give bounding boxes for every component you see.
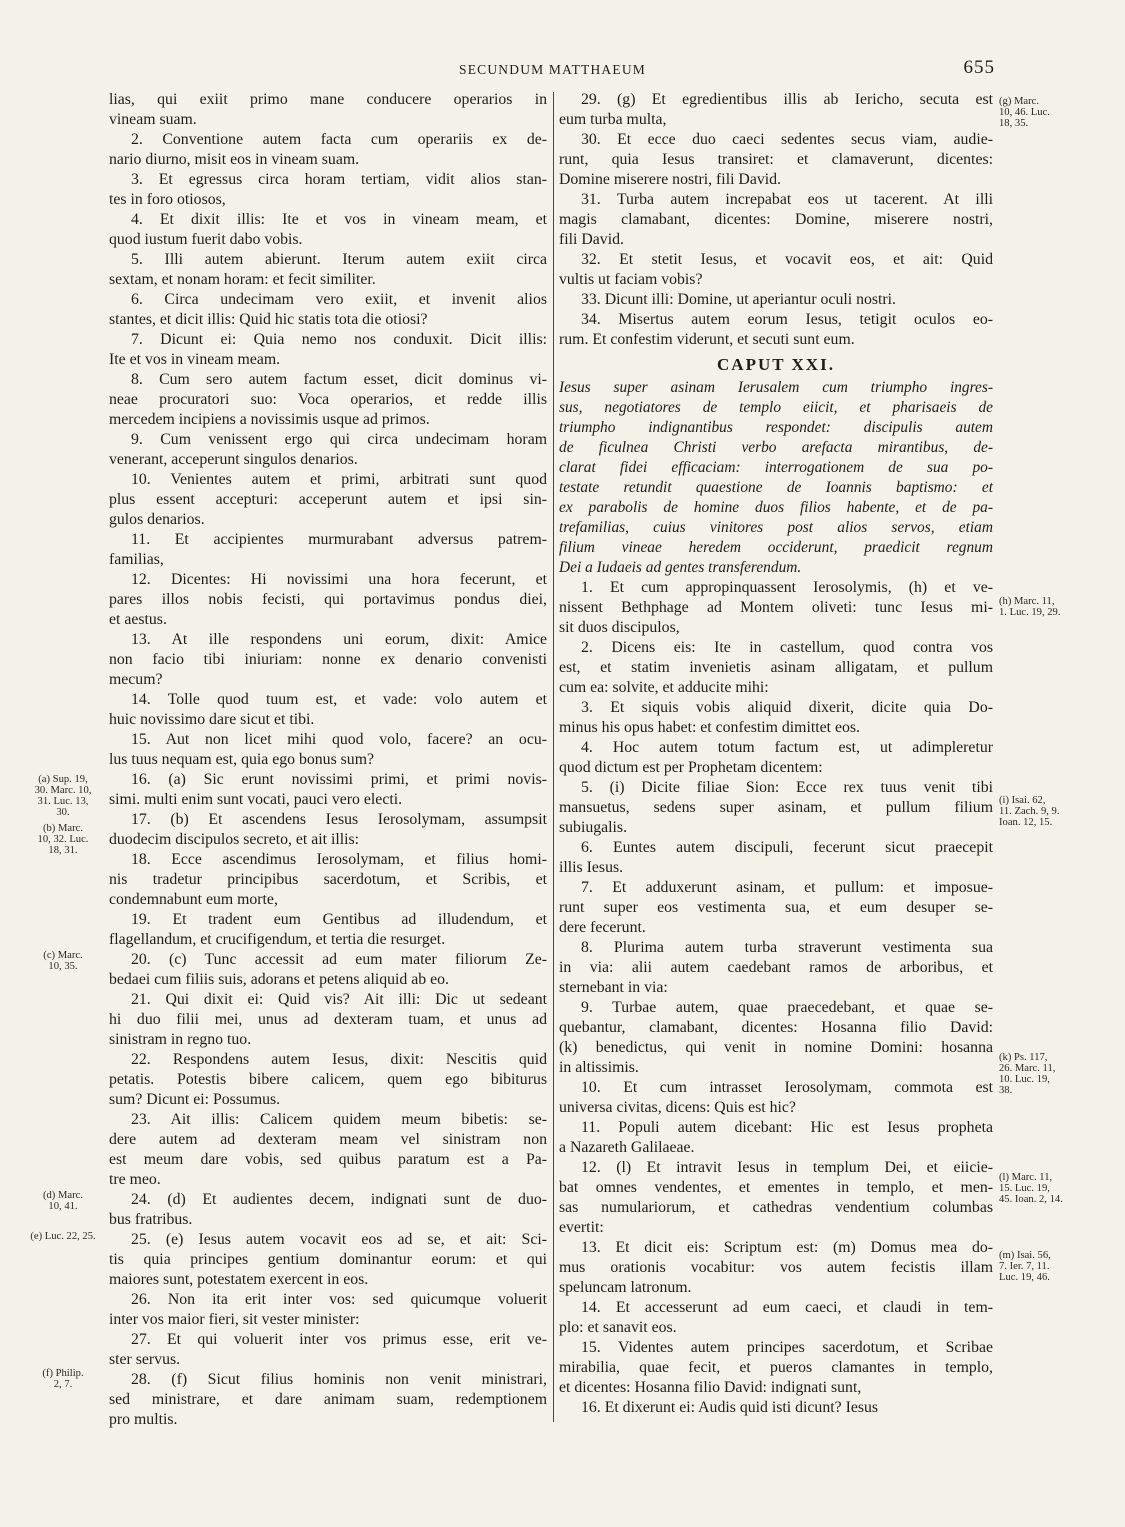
- summary-line: triumpho indignantibus respondet: discipulis autem: [559, 419, 993, 436]
- text-line: 11. Populi autem dicebant: Hic est Iesus propheta: [581, 1119, 993, 1136]
- text-line: 15. Videntes autem principes sacerdotum, et Scribae: [581, 1339, 993, 1356]
- text-line: subiugalis.: [559, 819, 628, 836]
- summary-line: Iesus super asinam Ierusalem cum triumpho ingres-: [559, 379, 993, 396]
- text-line: maiores sunt, potestatem exercent in eos.: [109, 1271, 369, 1288]
- text-line: (k) benedictus, qui venit in nomine Domini: hosanna: [559, 1039, 993, 1056]
- text-line: vultis ut faciam vobis?: [559, 271, 703, 288]
- text-line: 13. Et dicit eis: Scriptum est: (m) Domus mea do-: [581, 1239, 993, 1256]
- text-line: pares illos nobis fecisti, qui portavimus pondus diei,: [109, 591, 547, 608]
- summary-line: filium vineae heredem occiderunt, praedicit regnum: [559, 539, 993, 556]
- margin-note-line: 38.: [999, 1085, 1013, 1096]
- margin-note-line: (e) Luc. 22, 25.: [30, 1231, 96, 1242]
- text-line: 31. Turba autem increpabat eos ut tacerent. At illi: [581, 191, 993, 208]
- text-line: 32. Et stetit Iesus, et vocavit eos, et ait: Quid: [581, 251, 993, 268]
- margin-note-c: [20, 950, 106, 972]
- text-line: 8. Plurima autem turba straverunt vestimenta sua: [581, 939, 993, 956]
- summary-line: ex parabolis de homine duos filios habente, et de pa-: [559, 499, 993, 516]
- text-line: 25. (e) Iesus autem vocavit eos ad se, et ait: Sci-: [131, 1231, 547, 1248]
- text-line: et aestus.: [109, 611, 167, 628]
- margin-note-f: [20, 1368, 106, 1390]
- text-line: stantes, et dicit illis: Quid hic statis tota die otiosi?: [109, 311, 428, 328]
- text-line: 2. Dicens eis: Ite in castellum, quod contra vos: [581, 639, 993, 656]
- margin-note-line: 1. Luc. 19, 29.: [999, 607, 1061, 618]
- margin-note-k: [999, 1052, 1081, 1096]
- text-line: 14. Et accesserunt ad eum caeci, et claudi in tem-: [581, 1299, 993, 1316]
- margin-note-m: [999, 1250, 1081, 1283]
- margin-note-line: 30.: [56, 807, 70, 818]
- margin-note-line: 10, 46. Luc.: [999, 107, 1050, 118]
- summary-line: de ficulnea Christi verbo arefacta mirantibus, de-: [559, 439, 993, 456]
- text-line: speluncam latronum.: [559, 1279, 692, 1296]
- text-line: familias,: [109, 551, 164, 568]
- text-line: 19. Et tradent eum Gentibus ad illudendum, et: [131, 911, 547, 928]
- text-line: est, et statim invenietis asinam alligatam, et pullum: [559, 659, 993, 676]
- margin-note-line: (g) Marc.: [999, 96, 1040, 107]
- margin-note-line: (m) Isai. 56,: [999, 1250, 1051, 1261]
- text-line: sinistram in regno tuo.: [109, 1031, 252, 1048]
- text-line: bedaei cum filiis suis, adorans et petens aliquid ab eo.: [109, 971, 449, 988]
- column-divider: [553, 92, 554, 1422]
- text-line: 16. Et dixerunt ei: Audis quid isti dicunt? Iesus: [581, 1399, 879, 1416]
- text-line: 15. Aut non licet mihi quod volo, facere? an ocu-: [131, 731, 547, 748]
- text-line: 9. Turbae autem, quae praecedebant, et quae se-: [581, 999, 993, 1016]
- margin-note-line: Ioan. 12, 15.: [999, 817, 1053, 828]
- text-line: condemnabunt eum morte,: [109, 891, 278, 908]
- text-line: evertit:: [559, 1219, 604, 1236]
- text-line: neae procuratori suo: Voca operarios, et redde illis: [109, 391, 547, 408]
- text-line: 18. Ecce ascendimus Ierosolymam, et filius homi-: [131, 851, 547, 868]
- text-line: 3. Et egressus circa horam tertiam, vidit alios stan-: [131, 171, 547, 188]
- text-line: et dicentes: Hosanna filio David: indignati sunt,: [559, 1379, 862, 1396]
- text-line: flagellandum, et crucifigendum, et tertia die resurget.: [109, 931, 446, 948]
- margin-note-g: [999, 96, 1081, 129]
- margin-note-line: 15. Luc. 19,: [999, 1183, 1050, 1194]
- text-line: eum turba multa,: [559, 111, 667, 128]
- text-line: 24. (d) Et audientes decem, indignati sunt de duo-: [131, 1191, 547, 1208]
- text-line: mirabilia, quae fecit, et pueros clamantes in templo,: [559, 1359, 993, 1376]
- summary-line: clarat fidei efficaciam: interrogationem de sua po-: [559, 459, 993, 476]
- text-line: cum ea: solvite, et adducite mihi:: [559, 679, 769, 696]
- summary-line: sus, negotiatores de templo eiicit, et pharisaeis de: [559, 399, 993, 416]
- margin-note-line: 11. Zach. 9, 9.: [999, 806, 1060, 817]
- text-line: 4. Hoc autem totum factum est, ut adimpleretur: [581, 739, 993, 756]
- chapter-heading: CAPUT XXI.: [717, 355, 835, 374]
- margin-note-a: [20, 774, 106, 818]
- text-line: 6. Euntes autem discipuli, fecerunt sicut praecepit: [581, 839, 993, 856]
- text-line: nario diurno, misit eos in vineam suam.: [109, 151, 360, 168]
- text-line: 9. Cum venissent ergo qui circa undecimam horam: [131, 431, 547, 448]
- margin-note-line: (a) Sup. 19,: [38, 774, 88, 785]
- text-line: 16. (a) Sic erunt novissimi primi, et primi novis-: [131, 771, 547, 788]
- text-line: 10. Et cum intrasset Ierosolymam, commota est: [581, 1079, 993, 1096]
- margin-note-line: 2, 7.: [53, 1379, 73, 1390]
- text-line: hi duo filii mei, unus ad dexteram tuam, et unus ad: [109, 1011, 547, 1028]
- text-line: Domine miserere nostri, fili David.: [559, 171, 781, 188]
- text-line: duodecim discipulos secreto, et ait illis:: [109, 831, 360, 848]
- text-line: 6. Circa undecimam vero exiit, et invenit alios: [131, 291, 547, 308]
- margin-note-i: [999, 795, 1081, 828]
- right-column-bottom-text: [559, 578, 993, 1418]
- text-line: lus tuus nequam est, quia ego bonus sum?: [109, 751, 375, 768]
- summary-line: Dei a Iudaeis ad gentes transferendum.: [559, 559, 802, 576]
- margin-note-line: 18, 31.: [48, 845, 78, 856]
- text-line: 10. Venientes autem et primi, arbitrati sunt quod: [131, 471, 547, 488]
- text-line: runt, quia Iesus transiret: et clamaverunt, dicentes:: [559, 151, 993, 168]
- text-line: 5. Illi autem abierunt. Iterum autem exiit circa: [131, 251, 547, 268]
- text-line: 7. Et adduxerunt asinam, et pullum: et imposue-: [581, 879, 993, 896]
- text-line: petatis. Potestis bibere calicem, quem ego bibiturus: [109, 1071, 547, 1088]
- margin-note-line: 18, 35.: [999, 118, 1029, 129]
- text-line: 21. Qui dixit ei: Quid vis? Ait illi: Dic ut sedeant: [131, 991, 547, 1008]
- right-column: [559, 90, 993, 1418]
- text-line: dere autem ad dexteram meam vel sinistram non: [109, 1131, 547, 1148]
- text-line: nis tradetur principibus sacerdotum, et Scribis, et: [109, 871, 547, 888]
- left-column: [109, 90, 547, 1430]
- margin-note-line: 31. Luc. 13,: [37, 796, 89, 807]
- chapter-summary: [559, 378, 993, 578]
- text-line: mecum?: [109, 671, 163, 688]
- text-line: mansuetus, sedens super asinam, et pullum filium: [559, 799, 993, 816]
- text-line: simi. multi enim sunt vocati, pauci vero electi.: [109, 791, 403, 808]
- text-line: mercedem incipiens a novissimis usque ad primos.: [109, 411, 430, 428]
- text-line: 34. Misertus autem eorum Iesus, tetigit oculos eo-: [581, 311, 993, 328]
- text-line: 26. Non ita erit inter vos: sed quicumque voluerit: [131, 1291, 547, 1308]
- text-line: in altissimis.: [559, 1059, 639, 1076]
- summary-line: testate retundit quaestione de Ioannis baptismo: et: [559, 479, 993, 496]
- right-column-top-text: [559, 90, 993, 350]
- text-line: dere fecerunt.: [559, 919, 646, 936]
- margin-note-line: (k) Ps. 117,: [999, 1052, 1048, 1063]
- text-line: bus fratribus.: [109, 1211, 193, 1228]
- text-line: non facio tibi iniuriam: nonne ex denario convenisti: [109, 651, 547, 668]
- text-line: runt super eos vestimenta sua, et eum desuper se-: [559, 899, 993, 916]
- text-line: 12. Dicentes: Hi novissimi una hora fecerunt, et: [131, 571, 547, 588]
- summary-line: trefamilias, cuius vinitores post alios servos, etiam: [559, 519, 993, 536]
- text-line: sextam, et nonam horam: et fecit similiter.: [109, 271, 376, 288]
- text-line: quebantur, clamabant, dicentes: Hosanna filio David:: [559, 1019, 993, 1036]
- text-line: a Nazareth Galilaeae.: [559, 1139, 695, 1156]
- margin-note-line: (c) Marc.: [43, 950, 83, 961]
- text-line: 11. Et accipientes murmurabant adversus patrem-: [131, 531, 547, 548]
- margin-note-line: 10, 41.: [48, 1201, 78, 1212]
- margin-note-b: [20, 823, 106, 856]
- text-line: 7. Dicunt ei: Quia nemo nos conduxit. Dicit illis:: [131, 331, 547, 348]
- margin-note-e: [20, 1231, 106, 1242]
- text-line: 8. Cum sero autem factum esset, dicit dominus vi-: [131, 371, 547, 388]
- text-line: gulos denarios.: [109, 511, 205, 528]
- text-line: 28. (f) Sicut filius hominis non venit ministrari,: [131, 1371, 547, 1388]
- text-line: illis Iesus.: [559, 859, 624, 876]
- margin-note-l: [999, 1172, 1081, 1205]
- text-line: est meum dare vobis, sed quibus paratum est a Pa-: [109, 1151, 547, 1168]
- margin-note-d: [20, 1190, 106, 1212]
- text-line: universa civitas, dicens: Quis est hic?: [559, 1099, 796, 1116]
- text-line: nissent Bethphage ad Montem oliveti: tunc Iesus mi-: [559, 599, 993, 616]
- margin-note-line: (d) Marc.: [42, 1190, 83, 1201]
- text-line: 5. (i) Dicite filiae Sion: Ecce rex tuus venit tibi: [581, 779, 993, 796]
- text-line: sit duos discipulos,: [559, 619, 680, 636]
- margin-note-line: 7. Ier. 7, 11.: [999, 1261, 1050, 1272]
- text-line: venerant, acceperunt singulos denarios.: [109, 451, 358, 468]
- text-line: 14. Tolle quod tuum est, et vade: volo autem et: [131, 691, 547, 708]
- page-number: 655: [963, 57, 995, 78]
- text-line: fili David.: [559, 231, 624, 248]
- text-line: tre meo.: [109, 1171, 161, 1188]
- margin-note-line: (h) Marc. 11,: [999, 596, 1055, 607]
- text-line: mus orationis vocabitur: vos autem fecistis illam: [559, 1259, 993, 1276]
- text-line: pro multis.: [109, 1411, 178, 1428]
- margin-note-line: (b) Marc.: [42, 823, 83, 834]
- text-line: tis quia principes gentium dominantur eorum: et qui: [109, 1251, 547, 1268]
- text-line: 29. (g) Et egredientibus illis ab Iericho, secuta est: [581, 91, 993, 108]
- text-line: sed ministrare, et dare animam suam, redemptionem: [109, 1391, 547, 1408]
- text-line: rum. Et confestim viderunt, et secuti sunt eum.: [559, 331, 855, 348]
- margin-note-line: (l) Marc. 11,: [999, 1172, 1053, 1183]
- text-line: 12. (l) Et intravit Iesus in templum Dei, et eiicie-: [581, 1159, 993, 1176]
- text-line: 33. Dicunt illi: Domine, ut aperiantur oculi nostri.: [581, 291, 897, 308]
- text-line: 27. Et qui voluerit inter vos primus esse, erit ve-: [131, 1331, 547, 1348]
- text-line: 23. Ait illis: Calicem quidem meum bibetis: se-: [131, 1111, 547, 1128]
- text-line: in via: alii autem caedebant ramos de arboribus, et: [559, 959, 993, 976]
- text-line: 1. Et cum appropinquassent Ierosolymis, (h) et ve-: [581, 579, 993, 596]
- text-line: huic novissimo dare sicut et tibi.: [109, 711, 315, 728]
- text-line: 13. At ille respondens uni eorum, dixit: Amice: [131, 631, 547, 648]
- text-line: sternebant in via:: [559, 979, 668, 996]
- text-line: tes in foro otiosos,: [109, 191, 226, 208]
- text-line: 30. Et ecce duo caeci sedentes secus viam, audie-: [581, 131, 993, 148]
- text-line: 4. Et dixit illis: Ite et vos in vineam meam, et: [131, 211, 547, 228]
- text-line: plus essent accepturi: acceperunt autem et ipsi sin-: [109, 491, 547, 508]
- running-title: SECUNDUM MATTHAEUM: [459, 62, 646, 77]
- text-line: 22. Respondens autem Iesus, dixit: Nescitis quid: [131, 1051, 547, 1068]
- text-line: quod dictum est per Prophetam dicentem:: [559, 759, 823, 776]
- margin-note-line: Luc. 19, 46.: [999, 1272, 1050, 1283]
- text-line: magis clamabant, dicentes: Domine, miserere nostri,: [559, 211, 993, 228]
- margin-note-line: 26. Marc. 11,: [999, 1063, 1056, 1074]
- text-line: sas numulariorum, et cathedras vendentium columbas: [559, 1199, 993, 1216]
- margin-note-line: 45. Ioan. 2, 14.: [999, 1194, 1063, 1205]
- text-line: 17. (b) Et ascendens Iesus Ierosolymam, assumpsit: [131, 811, 547, 828]
- text-line: plo: et sanavit eos.: [559, 1319, 677, 1336]
- margin-note-line: 10, 32. Luc.: [37, 834, 89, 845]
- margin-note-line: 30. Marc. 10,: [34, 785, 92, 796]
- margin-note-line: 10. Luc. 19,: [999, 1074, 1050, 1085]
- margin-note-h: [999, 596, 1081, 618]
- text-line: quod iustum fuerit dabo vobis.: [109, 231, 303, 248]
- text-line: lias, qui exiit primo mane conducere operarios in: [109, 91, 547, 108]
- text-line: Ite et vos in vineam meam.: [109, 351, 281, 368]
- page-header: [110, 57, 995, 81]
- text-line: 3. Et siquis vobis aliquid dixerit, dicite quia Do-: [581, 699, 993, 716]
- text-line: vineam suam.: [109, 111, 197, 128]
- text-line: 2. Conventione autem facta cum operariis ex de-: [131, 131, 547, 148]
- margin-note-line: (f) Philip.: [42, 1368, 84, 1379]
- text-line: inter vos maior fieri, sit vester minister:: [109, 1311, 360, 1328]
- text-line: bat omnes vendentes, et ementes in templo, et men-: [559, 1179, 993, 1196]
- text-line: 20. (c) Tunc accessit ad eum mater filiorum Ze-: [131, 951, 547, 968]
- text-line: sum? Dicunt ei: Possumus.: [109, 1091, 281, 1108]
- margin-note-line: (i) Isai. 62,: [999, 795, 1046, 806]
- text-line: minus his opus habet: et confestim dimittet eos.: [559, 719, 860, 736]
- margin-note-line: 10, 35.: [48, 961, 78, 972]
- text-line: ster servus.: [109, 1351, 181, 1368]
